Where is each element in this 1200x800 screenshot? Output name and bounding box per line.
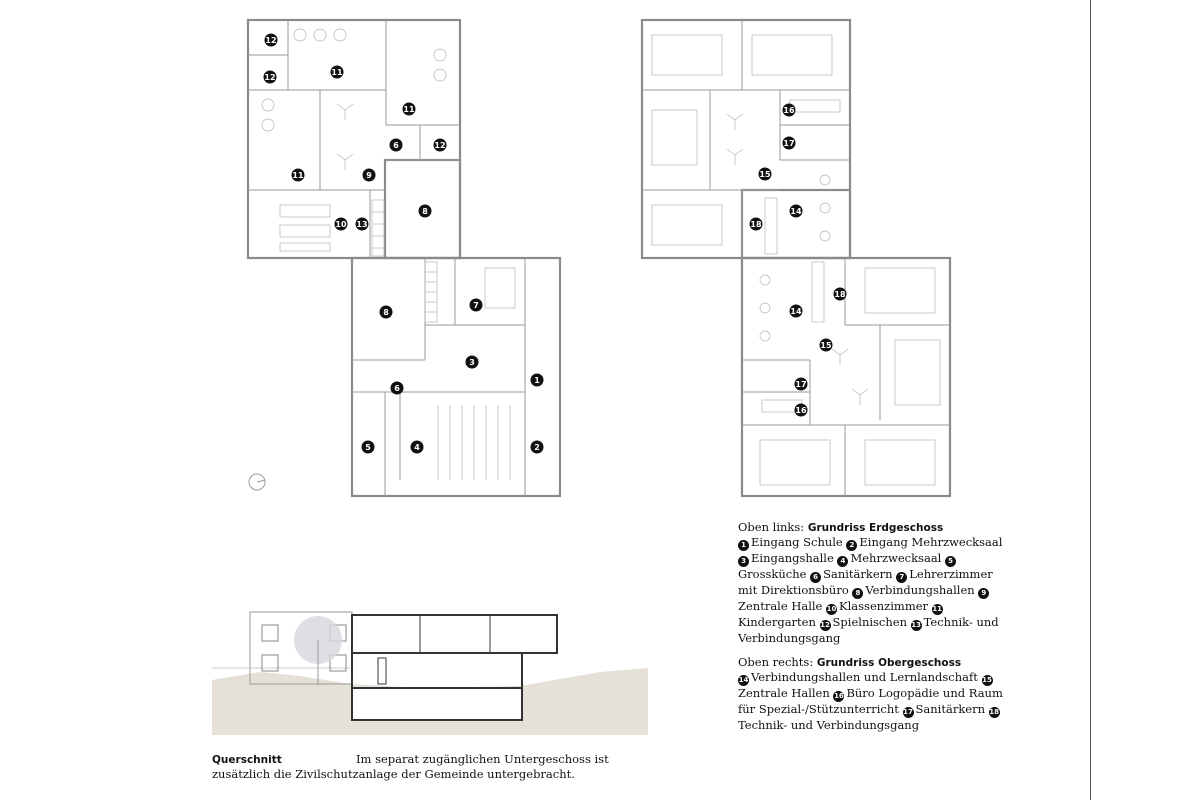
legend-label: Klassenzimmer [839,599,929,614]
upper-floor-markers [750,104,847,417]
ground-legend-item [826,599,928,613]
legend-label: Büro Logopädie und Raum für Spezial-/Stützunterricht [738,686,1003,717]
svg-text:14: 14 [790,307,802,316]
legend-number-badge: 15 [982,676,992,685]
caption-title: Querschnitt [212,754,282,766]
svg-text:8: 8 [422,207,428,216]
legend-number-badge: 6 [810,572,821,583]
legend-label: Lehrerzimmer mit Direktionsbüro [738,567,993,598]
ground-floor-plan [248,20,560,496]
cross-section [212,612,648,735]
svg-text:7: 7 [473,301,479,310]
legend-number-badge: 11 [932,605,943,614]
uf-marker-17 [783,137,796,150]
svg-text:14: 14 [790,207,802,216]
legend-label: Grossküche [738,567,807,582]
legend-number-badge: 17 [903,708,913,717]
gf-marker-12 [264,71,277,84]
legend-label: Eingang Schule [751,535,843,550]
ground-legend-item [810,567,892,581]
page-divider [1090,0,1091,800]
legend-number-badge: 4 [837,556,848,567]
svg-text:9: 9 [366,171,372,180]
svg-text:11: 11 [403,105,415,114]
legend-ground [738,520,1008,646]
legend-label: Verbindungshallen und Lernlandschaft [751,670,978,685]
legend-label: Zentrale Hallen [738,686,830,701]
legend-number-badge: 10 [826,605,837,614]
legend-ground-intro: Oben links: [738,520,808,534]
upper-legend-item [903,702,985,716]
gf-marker-7 [470,299,483,312]
gf-marker-4 [411,441,424,454]
legend-upper [738,655,1008,733]
legend-ground-heading: Grundriss Erdgeschoss [807,522,944,534]
ground-legend-item [837,551,941,565]
gf-marker-10 [335,218,348,231]
svg-text:17: 17 [795,380,807,389]
legend-label: Technik- und Verbindungsgang [738,718,920,733]
ground-legend-item [846,535,1002,549]
svg-text:16: 16 [795,406,807,415]
svg-text:18: 18 [750,220,762,229]
uf-marker-15 [820,339,833,352]
gf-marker-11 [292,169,305,182]
ground-legend-item [852,583,974,597]
gf-marker-8 [380,306,393,319]
svg-text:18: 18 [834,290,846,299]
legend-label: Sanitärkern [823,567,893,582]
svg-text:12: 12 [264,73,276,82]
svg-text:10: 10 [335,220,347,229]
gf-marker-3 [466,356,479,369]
uf-marker-15 [759,168,772,181]
uf-marker-18 [834,288,847,301]
legend-number-badge: 18 [989,708,1000,717]
gf-marker-1 [531,374,544,387]
legend-number-badge: 12 [820,621,830,630]
legend-number-badge: 7 [896,572,907,583]
uf-marker-18 [750,218,763,231]
gf-marker-2 [531,441,544,454]
upper-legend-item [738,670,978,684]
legend-label: Zentrale Halle [738,599,823,614]
gf-marker-6 [390,139,403,152]
uf-marker-17 [795,378,808,391]
legend-number-badge: 3 [738,556,749,567]
svg-text:4: 4 [414,443,420,452]
svg-text:16: 16 [783,106,795,115]
svg-text:6: 6 [394,384,400,393]
legend-number-badge: 1 [738,540,749,551]
svg-text:1: 1 [534,376,540,385]
gf-marker-12 [434,139,447,152]
upper-floor-plan [642,20,950,496]
svg-text:2: 2 [534,443,540,452]
legend-label: Mehrzwecksaal [850,551,942,566]
legend-label: Verbindungshallen [865,583,975,598]
gf-marker-6 [391,382,404,395]
legend-number-badge: 13 [911,621,922,630]
ground-floor-markers [264,34,544,454]
legend-number-badge: 16 [834,692,844,701]
legend-number-badge: 8 [852,588,863,599]
legend-label: Eingang Mehrzwecksaal [859,535,1003,550]
svg-text:15: 15 [820,341,832,350]
gf-marker-5 [362,441,375,454]
legend-label: Spielnischen [832,615,907,630]
svg-text:11: 11 [292,171,304,180]
svg-text:12: 12 [265,36,277,45]
gf-marker-8 [419,205,432,218]
uf-marker-16 [795,404,808,417]
gf-marker-9 [363,169,376,182]
svg-text:12: 12 [434,141,446,150]
gf-marker-13 [356,218,369,231]
gf-marker-11 [403,103,416,116]
ground-legend-item [820,615,907,629]
legend-upper-intro: Oben rechts: [738,654,817,669]
uf-marker-14 [790,205,803,218]
legend-upper-heading: Grundriss Obergeschoss [816,656,962,669]
svg-text:15: 15 [759,170,771,179]
caption-text: Im separat zugänglichen Untergeschoss ist zusätzlich die Zivilschutzanlage der Gemeinde untergebracht. [212,752,609,782]
gf-marker-12 [265,34,278,47]
ground-legend-item [738,535,843,549]
svg-text:3: 3 [469,358,475,367]
legend [738,520,1008,742]
section-caption [212,752,632,782]
svg-text:8: 8 [383,308,389,317]
uf-marker-16 [783,104,796,117]
svg-text:5: 5 [365,443,371,452]
legend-number-badge: 5 [945,556,956,567]
legend-label: Eingangshalle [751,551,834,566]
legend-number-badge: 2 [846,540,857,551]
svg-text:13: 13 [356,220,368,229]
svg-text:11: 11 [331,68,343,77]
legend-label: Sanitärkern [915,702,986,717]
uf-marker-14 [790,305,803,318]
legend-label: Kindergarten [738,615,816,630]
legend-number-badge: 9 [978,588,989,599]
gf-marker-11 [331,66,344,79]
legend-number-badge: 14 [738,676,749,685]
legend-label: Technik- und Verbindungsgang [738,615,999,646]
svg-text:17: 17 [783,139,795,148]
ground-legend-item [738,551,834,565]
svg-text:6: 6 [393,141,399,150]
